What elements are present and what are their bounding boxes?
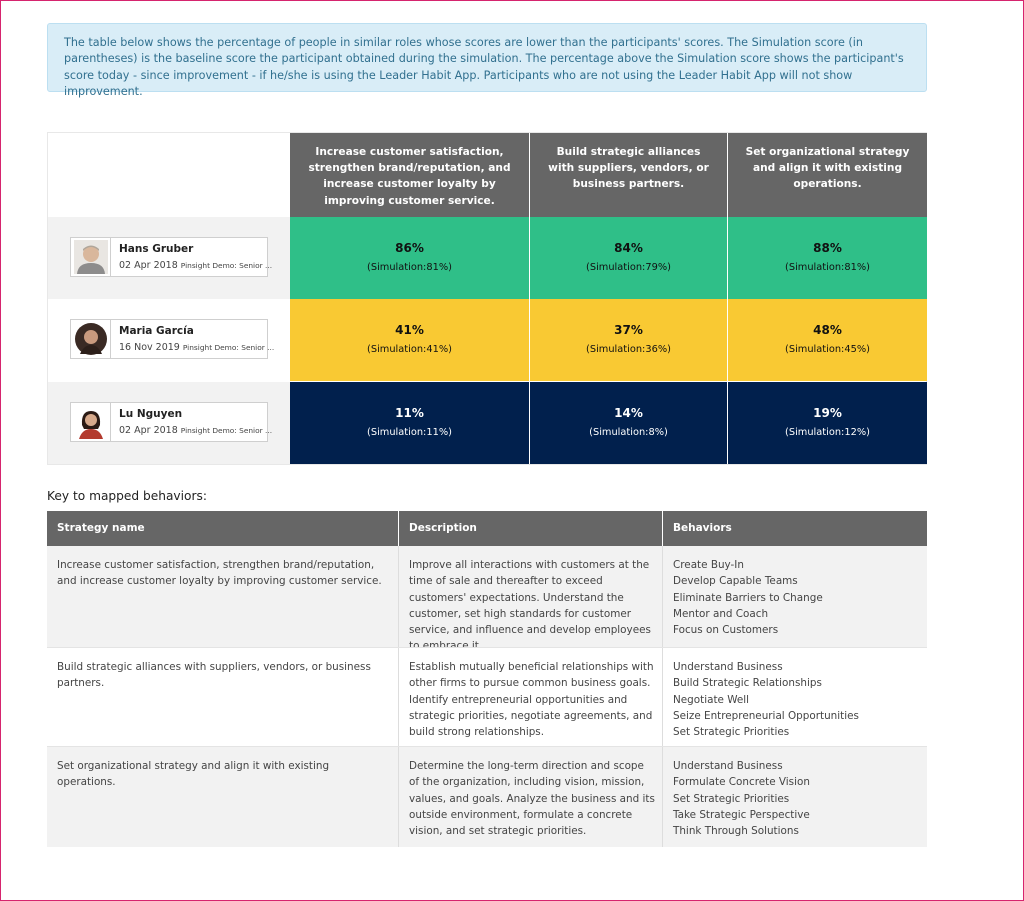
score-cell bbox=[530, 382, 727, 464]
participant-card-hans-gruber[interactable] bbox=[70, 237, 273, 277]
list-item: Understand Business bbox=[673, 661, 783, 673]
list-item: Build Strategic Relationships bbox=[673, 677, 822, 690]
strategy-name: Increase customer satisfaction, strengthen brand/reputation, and increase customer loyalty by improving customer service. bbox=[57, 559, 382, 588]
score-percent: 84% bbox=[614, 241, 643, 255]
score-cell bbox=[728, 217, 927, 299]
person-avatar-icon bbox=[74, 405, 108, 439]
behavior-list bbox=[673, 557, 923, 638]
strategy-name: Set organizational strategy and align it with existing operations. bbox=[57, 760, 330, 789]
participant-meta bbox=[119, 425, 272, 436]
simulation-score: (Simulation:11%) bbox=[367, 427, 452, 438]
score-cell bbox=[728, 299, 927, 381]
list-item: Mentor and Coach bbox=[673, 607, 769, 620]
list-item: Formulate Concrete Vision bbox=[673, 776, 810, 789]
table-row bbox=[47, 747, 927, 847]
score-cell bbox=[728, 382, 927, 464]
avatar bbox=[71, 320, 111, 358]
score-percent: 37% bbox=[614, 323, 643, 337]
participant-name: Maria García bbox=[119, 325, 194, 337]
strategy-description: Determine the long-term direction and scope of the organization, including vision, mission, values, and goals. Analyze the business and its outside environment, formulate a concrete vision, and set strategic priorities. bbox=[409, 760, 655, 838]
list-item: Understand Business bbox=[673, 760, 783, 772]
key-title: Key to mapped behaviors: bbox=[47, 489, 207, 503]
score-percent: 41% bbox=[395, 323, 424, 337]
list-item: Develop Capable Teams bbox=[673, 575, 798, 588]
column-header-strategic-alliances: Build strategic alliances with suppliers, vendors, or business partners. bbox=[530, 133, 727, 217]
participant-cell bbox=[48, 382, 290, 464]
key-header-description: Description bbox=[399, 511, 662, 546]
score-percent: 11% bbox=[395, 406, 424, 420]
participant-role: Pinsight Demo: Senior ... bbox=[182, 343, 275, 352]
simulation-score: (Simulation:12%) bbox=[785, 427, 870, 438]
list-item: Create Buy-In bbox=[673, 559, 744, 571]
score-cell bbox=[530, 217, 727, 299]
participant-date: 02 Apr 2018 bbox=[119, 425, 178, 436]
participant-card-maria-garcia[interactable] bbox=[70, 319, 275, 359]
simulation-score: (Simulation:81%) bbox=[367, 262, 452, 273]
simulation-score: (Simulation:79%) bbox=[586, 262, 671, 273]
table-row bbox=[47, 546, 927, 647]
strategy-description: Establish mutually beneficial relationships with other firms to pursue common business goals. Identify entrepreneurial opportunities and strategic priorities, negotiate agreements, and build strong relationships. bbox=[409, 661, 654, 739]
participant-name: Lu Nguyen bbox=[119, 408, 183, 420]
avatar bbox=[71, 403, 111, 441]
score-cell bbox=[290, 382, 529, 464]
participant-date: 02 Apr 2018 bbox=[119, 260, 178, 271]
header-blank-cell bbox=[48, 133, 290, 217]
table-row bbox=[47, 647, 927, 747]
simulation-score: (Simulation:36%) bbox=[586, 344, 671, 355]
behaviors-key-table bbox=[47, 511, 927, 847]
participant-name: Hans Gruber bbox=[119, 243, 194, 255]
simulation-score: (Simulation:45%) bbox=[785, 344, 870, 355]
participant-cell bbox=[48, 299, 290, 381]
participant-meta bbox=[119, 260, 272, 271]
participant-role: Pinsight Demo: Senior ... bbox=[180, 261, 273, 270]
participant-date: 16 Nov 2019 bbox=[119, 342, 180, 353]
key-header-behaviors: Behaviors bbox=[663, 511, 927, 546]
list-item: Think Through Solutions bbox=[673, 825, 799, 838]
strategy-description: Improve all interactions with customers at the time of sale and thereafter to exceed customers' expectations. Understand the customer, set high standards for customer service, and influence and develop employees bbox=[409, 559, 651, 637]
list-item: Take Strategic Perspective bbox=[673, 808, 810, 821]
person-avatar-icon bbox=[74, 240, 108, 274]
behavior-list bbox=[673, 659, 923, 740]
participant-role: Pinsight Demo: Senior ... bbox=[180, 426, 273, 435]
simulation-score: (Simulation:81%) bbox=[785, 262, 870, 273]
score-percent: 14% bbox=[614, 406, 643, 420]
column-header-customer-service: Increase customer satisfaction, strengthen brand/reputation, and increase customer loyalty by improving customer service. bbox=[290, 133, 529, 217]
column-header-organizational-strategy: Set organizational strategy and align it with existing operations. bbox=[728, 133, 927, 217]
participant-cell bbox=[48, 217, 290, 299]
score-cell bbox=[530, 299, 727, 381]
simulation-score: (Simulation:8%) bbox=[589, 427, 668, 438]
list-item: Eliminate Barriers to Change bbox=[673, 591, 823, 604]
list-item: Seize Entrepreneurial Opportunities bbox=[673, 709, 859, 722]
simulation-score: (Simulation:41%) bbox=[367, 344, 452, 355]
participant-meta bbox=[119, 342, 274, 353]
key-header-strategy: Strategy name bbox=[47, 511, 398, 546]
scores-table bbox=[47, 132, 927, 465]
score-percent: 19% bbox=[813, 406, 842, 420]
info-alert: The table below shows the percentage of people in similar roles whose scores are lower than the participants' scores. The Simulation score (in parentheses) is the baseline score the participant obtained during the simulation. The percentage above the Simulation score shows the participant's score today - since improvement - if he/she is using the Leader Habit App. Participants who are not using the Leader Habit App will not show improvement. bbox=[47, 23, 927, 92]
list-item: Focus on Customers bbox=[673, 624, 779, 637]
list-item: Set Strategic Priorities bbox=[673, 792, 790, 805]
score-percent: 48% bbox=[813, 323, 842, 337]
score-cell bbox=[290, 217, 529, 299]
behavior-list bbox=[673, 758, 923, 839]
list-item: Negotiate Well bbox=[673, 693, 750, 706]
score-cell bbox=[290, 299, 529, 381]
avatar bbox=[71, 238, 111, 276]
score-percent: 86% bbox=[395, 241, 424, 255]
score-percent: 88% bbox=[813, 241, 842, 255]
participant-card-lu-nguyen[interactable] bbox=[70, 402, 273, 442]
list-item: Set Strategic Priorities bbox=[673, 726, 790, 739]
strategy-name: Build strategic alliances with suppliers, vendors, or business partners. bbox=[57, 661, 371, 690]
person-avatar-icon bbox=[74, 322, 108, 356]
